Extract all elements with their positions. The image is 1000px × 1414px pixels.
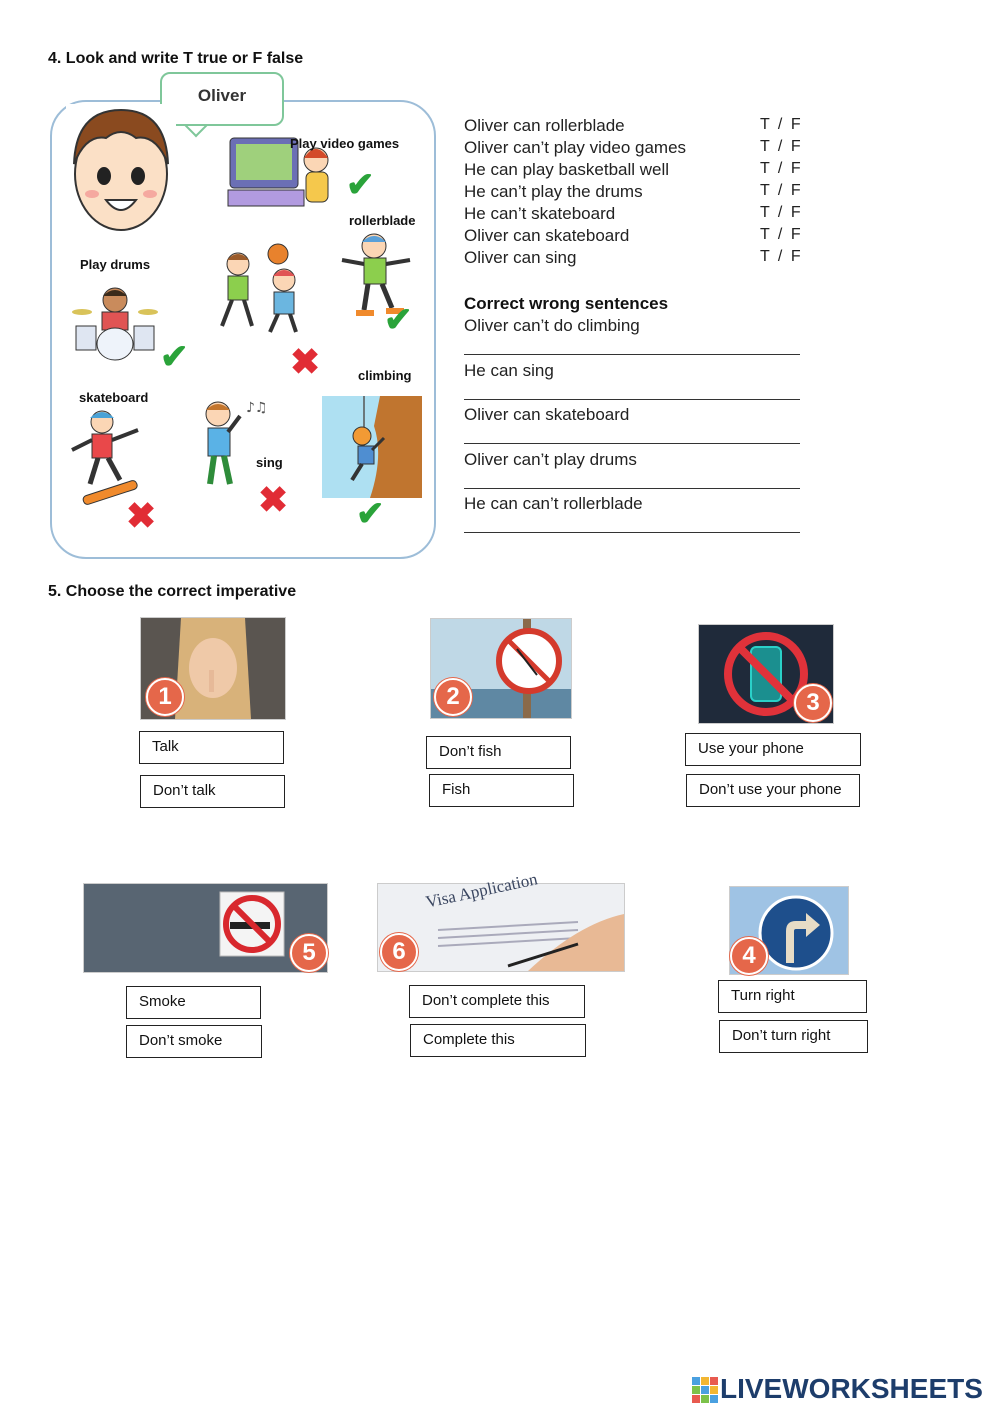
cross-icon: ✖ [290, 341, 321, 382]
check-icon: ✔ [346, 166, 375, 204]
statement-text: Oliver can skateboard [464, 226, 630, 245]
statement-row [464, 182, 824, 204]
wrong-sentence: Oliver can skateboard [464, 405, 630, 424]
statement-text: He can’t play the drums [464, 182, 643, 201]
basketball-illustration [208, 240, 308, 336]
label-sing: sing [256, 455, 283, 470]
cross-icon: ✖ [258, 479, 289, 520]
option-box[interactable]: Fish [429, 774, 574, 807]
number-badge: 2 [434, 678, 472, 716]
label-drums: Play drums [80, 257, 151, 272]
statement-row [464, 138, 824, 160]
true-false-choice[interactable]: T / F [760, 248, 803, 265]
sing-illustration [190, 396, 270, 492]
statement-text: He can play basketball well [464, 160, 670, 179]
true-false-list [464, 116, 824, 270]
option-box[interactable]: Don’t turn right [719, 1020, 868, 1053]
statement-text: He can’t skateboard [464, 204, 616, 223]
option-box[interactable]: Turn right [718, 980, 867, 1013]
true-false-choice[interactable]: T / F [760, 116, 803, 133]
answer-line[interactable] [464, 354, 800, 355]
visa-application-caption: Visa Application [424, 869, 540, 912]
check-icon: ✔ [160, 338, 189, 376]
number-badge: 4 [730, 937, 768, 975]
true-false-choice[interactable]: T / F [760, 204, 803, 221]
speech-bubble: Oliver [160, 72, 284, 126]
oliver-face-illustration [66, 104, 176, 236]
number-badge: 3 [794, 684, 832, 722]
option-box[interactable]: Complete this [410, 1024, 586, 1057]
wrong-sentence: Oliver can’t do climbing [464, 316, 640, 335]
drums-illustration [72, 282, 158, 362]
statement-row [464, 248, 824, 270]
wrong-sentence: He can can’t rollerblade [464, 494, 643, 513]
option-box[interactable]: Don’t complete this [409, 985, 585, 1018]
statement-row [464, 226, 824, 248]
section-4-heading: 4. Look and write T true or F false [48, 50, 304, 67]
wrong-sentence: He can sing [464, 361, 554, 380]
liveworksheets-logo: LIVEWORKSHEETS [720, 1373, 983, 1404]
statement-row [464, 116, 824, 138]
svg-text:♪♫: ♪♫ [246, 400, 268, 416]
option-box[interactable]: Smoke [126, 986, 261, 1019]
label-video-games: Play video games [290, 136, 400, 151]
statement-text: Oliver can sing [464, 248, 577, 267]
wrong-sentence: Oliver can’t play drums [464, 450, 637, 469]
option-box[interactable]: Use your phone [685, 733, 861, 766]
check-icon: ✔ [384, 301, 413, 339]
climbing-illustration [322, 396, 422, 498]
label-climbing: climbing [358, 368, 412, 383]
number-badge: 6 [380, 933, 418, 971]
option-box[interactable]: Don’t use your phone [686, 774, 860, 807]
option-box[interactable]: Don’t smoke [126, 1025, 262, 1058]
label-rollerblade: rollerblade [349, 213, 416, 228]
statement-row [464, 160, 824, 182]
cross-icon: ✖ [126, 495, 157, 536]
statement-text: Oliver can rollerblade [464, 116, 625, 135]
statement-text: Oliver can’t play video games [464, 138, 687, 157]
section-5-heading: 5. Choose the correct imperative [48, 583, 297, 600]
true-false-choice[interactable]: T / F [760, 182, 803, 199]
true-false-choice[interactable]: T / F [760, 226, 803, 243]
check-icon: ✔ [356, 495, 385, 533]
answer-line[interactable] [464, 443, 800, 444]
number-badge: 5 [290, 934, 328, 972]
answer-line[interactable] [464, 488, 800, 489]
number-badge: 1 [146, 678, 184, 716]
correct-sentences-heading: Correct wrong sentences [464, 294, 669, 313]
true-false-choice[interactable]: T / F [760, 138, 803, 155]
option-box[interactable]: Talk [139, 731, 284, 764]
option-box[interactable]: Don’t talk [140, 775, 285, 808]
label-skateboard: skateboard [79, 390, 149, 405]
answer-line[interactable] [464, 399, 800, 400]
liveworksheets-logo-icon [692, 1377, 718, 1403]
statement-row [464, 204, 824, 226]
answer-line[interactable] [464, 532, 800, 533]
option-box[interactable]: Don’t fish [426, 736, 571, 769]
true-false-choice[interactable]: T / F [760, 160, 803, 177]
